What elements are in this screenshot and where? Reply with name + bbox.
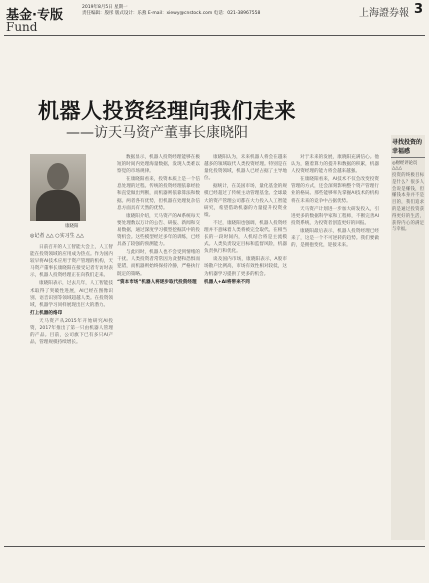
paragraph: 数据显示，机器人投资经理能够在极短的时间内处理海量数据，发现人类难以察觉的市场规律。 (117, 155, 200, 175)
header-rule (4, 35, 425, 36)
sidebar-column (391, 135, 425, 540)
portrait-body-shape (36, 190, 80, 221)
section-title-en: Fund (6, 20, 38, 34)
paragraph: 据统计，在美国市场，量化基金的规模已经超过了传统主动管理基金。全球最大的资产管理公司都在大力投入人工智能研究，希望借助机器的力量提升投资业绩。 (204, 184, 287, 218)
header-meta (82, 5, 312, 17)
footer-rule (4, 546, 425, 547)
sidebar-title: 寻找投资的幸福感 (391, 135, 425, 158)
article-subtitle: ——访天马资产董事长康晓阳 (66, 125, 248, 141)
paragraph: 在康晓阳看来，AI技术不仅会改变投资管理的方式，还会深刻影响整个资产管理行业的格局。那些能够率先掌握AI技术的机构将在未来的竞争中占据优势。 (291, 177, 379, 204)
article-title: 机器人投资经理向我们走来 (38, 99, 296, 123)
article-byline: ◎记者 △△ ○实习生 △△ (30, 233, 84, 239)
article-column-1 (30, 244, 113, 540)
paragraph: 对于未来的发展，康晓阳充满信心。他认为，随着算力的提升和数据的积累，机器人投资经理的能力将会越来越强。 (291, 155, 379, 175)
paragraph: 天马资产从2015年开始研究AI投资，2017年推出了第一只由机器人管理的产品。目前，公司旗下已有多只AI产品，管理规模持续增长。 (30, 318, 113, 346)
article-column-3 (204, 154, 287, 540)
paragraph: 康晓阳介绍，天马资产的AI系统每天要处理数以万计的公告、研报、新闻和交易数据，通过深度学习模型挖掘其中的投资机会。这些模型经过多年的训练，已经具备了较强的预测能力。 (117, 213, 200, 248)
paragraph: 康晓阳最后表示，机器人投资经理已经来了，这是一个不可逆转的趋势。我们要做的，是拥抱变化，迎接未来。 (291, 228, 379, 249)
paragraph: 康晓阳表示，过去几年，人工智能技术取得了突破性进展，AI已经在图像识别、语音识别等领域超越人类。在投资领域，机器学习同样展现出巨大的潜力。 (30, 281, 113, 308)
paragraph: 与此同时，机器人也不会受到情绪的干扰。人类投资者常常因为贪婪和恐惧而犯错，而机器则始终保持冷静，严格执行既定的策略。 (117, 250, 200, 277)
page-number: 3 (413, 2, 423, 17)
paragraph: 天马资产计划进一步加大研发投入，引进更多的数据科学家和工程师，不断完善AI投资系统，为投资者创造更好的回报。 (291, 206, 379, 226)
paragraph: 康晓阳认为，未来机器人将会在越来越多的领域取代人类投资经理。特别是在量化投资领域，机器人已经占据了主导地位。 (204, 155, 287, 182)
paragraph: 谈及国内市场，康晓阳表示，A股市场散户比例高，市场有效性相对较低，这为机器学习提供了更多的机会。 (204, 257, 287, 277)
portrait-head-shape (47, 163, 69, 190)
issue-date: 2019年8月5日 星期一 (82, 5, 128, 10)
section-subheading: 机器人+AI将带来不同 (204, 279, 250, 285)
section-subheading: 打上机器的烙印 (30, 310, 63, 316)
section-subheading: “资本市场”机器人将逐步取代投资经理 (117, 279, 197, 285)
paragraph: 日前召开的人工智能大会上，人工智能在投资领域的应用成为热点。作为国内较早将AI技术应用于资产管理的机构，天马资产董事长康晓阳在接受记者专访时表示，机器人投资经理正在向我们走来。 (30, 245, 113, 279)
article-column-2 (117, 154, 200, 540)
article-column-4 (291, 154, 379, 540)
page-header (0, 0, 429, 40)
paragraph: 不过，康晓阳也强调，机器人投资经理并不意味着人类将被完全取代。在相当长的一段时间内，人机结合将是主流模式。人类负责设定目标和监督风险，机器负责执行和优化。 (204, 220, 287, 255)
sidebar-text: 投资的终极目标是什么？很多人会说是赚钱，但赚钱本身并不是目的，我们追求的是通过投资获得更好的生活，获得内心的满足与幸福。 (392, 173, 424, 233)
portrait-photo (30, 154, 86, 221)
section-title: 基金·专版 (6, 8, 63, 23)
photo-caption: 康晓阳 (65, 224, 79, 229)
newspaper-name: 上海證券報 (359, 8, 409, 19)
editor-contacts: 责任编辑：殷彤 版式设计：乐燕 E-mail：xiewy@cnstock.com 电话：021-38967558 (82, 11, 261, 16)
paragraph: 在康晓阳看来，投资本质上是一个信息处理的过程。传统的投资经理依靠经验和直觉做出判断，而机器则依靠算法和数据。两者各有优势，但机器在处理复杂信息方面具有天然的优势。 (117, 177, 200, 211)
sidebar-byline: ◎财经评论员 △△△ (392, 161, 418, 171)
